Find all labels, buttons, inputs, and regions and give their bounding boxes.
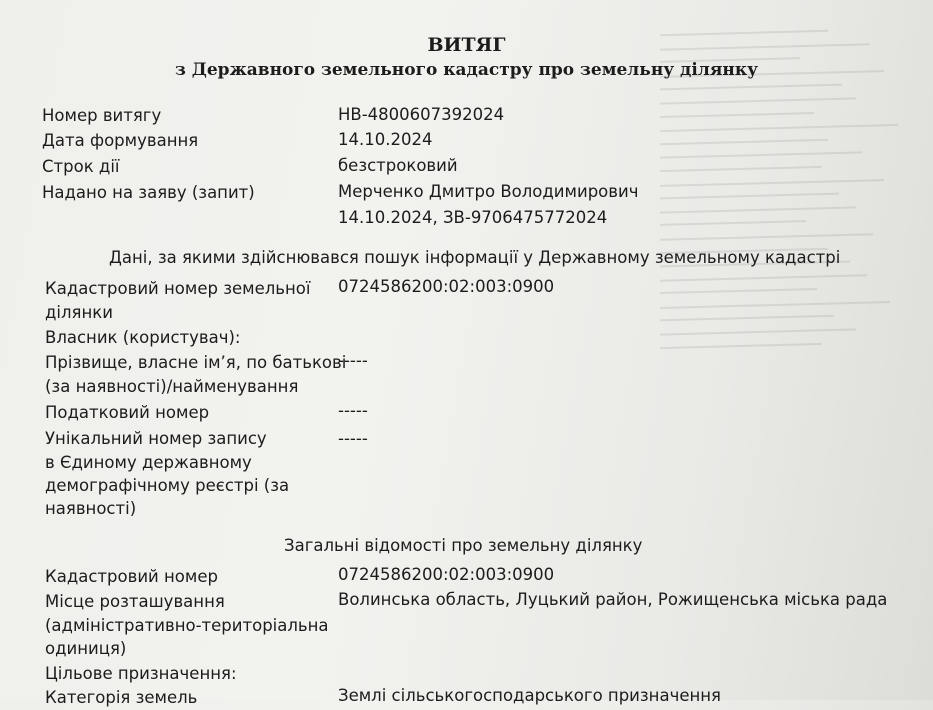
document-title: ВИТЯГ — [427, 34, 506, 56]
unique-record-label-line3: демографічному реєстрі (за — [45, 476, 290, 495]
location-label-line3: одиниця) — [45, 639, 127, 658]
general-section-heading: Загальні відомості про земельну ділянку — [284, 536, 643, 555]
owner-name-value: ----- — [338, 351, 368, 370]
land-category-value: Землі сільськогосподарського призначення — [338, 686, 721, 705]
formation-date-label: Дата формування — [42, 131, 199, 150]
request-label: Надано на заяву (запит) — [42, 183, 255, 202]
general-cadastral-label: Кадастровий номер — [45, 567, 218, 586]
owner-name-label-line2: (за наявності)/найменування — [45, 377, 299, 396]
extract-number-value: НВ-4800607392024 — [338, 105, 505, 124]
location-label-line2: (адміністративно-територіальна — [45, 616, 329, 635]
search-section-heading: Дані, за якими здійснювався пошук інформації у Державному земельному кадастрі — [109, 248, 841, 267]
location-value: Волинська область, Луцький район, Рожищенська міська рада — [338, 590, 888, 609]
owner-name-label-line1: Прізвище, власне ім’я, по батькові — [45, 353, 347, 372]
unique-record-label-line1: Унікальний номер запису — [45, 429, 267, 448]
unique-record-label-line4: наявності) — [45, 499, 137, 518]
document-subtitle: з Державного земельного кадастру про земельну ділянку — [174, 60, 758, 80]
search-cadastral-label-line2: ділянки — [45, 303, 113, 322]
formation-date-value: 14.10.2024 — [338, 130, 433, 149]
general-cadastral-value: 0724586200:02:003:0900 — [338, 565, 555, 584]
owner-label: Власник (користувач): — [45, 328, 241, 347]
search-cadastral-label-line1: Кадастровий номер земельної — [45, 279, 311, 298]
tax-number-label: Податковий номер — [45, 403, 210, 422]
request-reference: 14.10.2024, ЗВ-9706475772024 — [338, 208, 608, 227]
validity-term-value: безстроковий — [338, 156, 458, 175]
unique-record-value: ----- — [338, 429, 368, 448]
tax-number-value: ----- — [338, 401, 368, 420]
validity-term-label: Строк дії — [42, 157, 120, 176]
land-category-label: Категорія земель — [45, 688, 198, 707]
search-cadastral-value: 0724586200:02:003:0900 — [338, 277, 555, 296]
purpose-label: Цільове призначення: — [45, 664, 237, 683]
extract-number-label: Номер витягу — [42, 106, 162, 125]
unique-record-label-line2: в Єдиному державному — [45, 453, 252, 472]
location-label-line1: Місце розташування — [45, 592, 225, 611]
requester-name: Мерченко Дмитро Володимирович — [338, 182, 639, 201]
